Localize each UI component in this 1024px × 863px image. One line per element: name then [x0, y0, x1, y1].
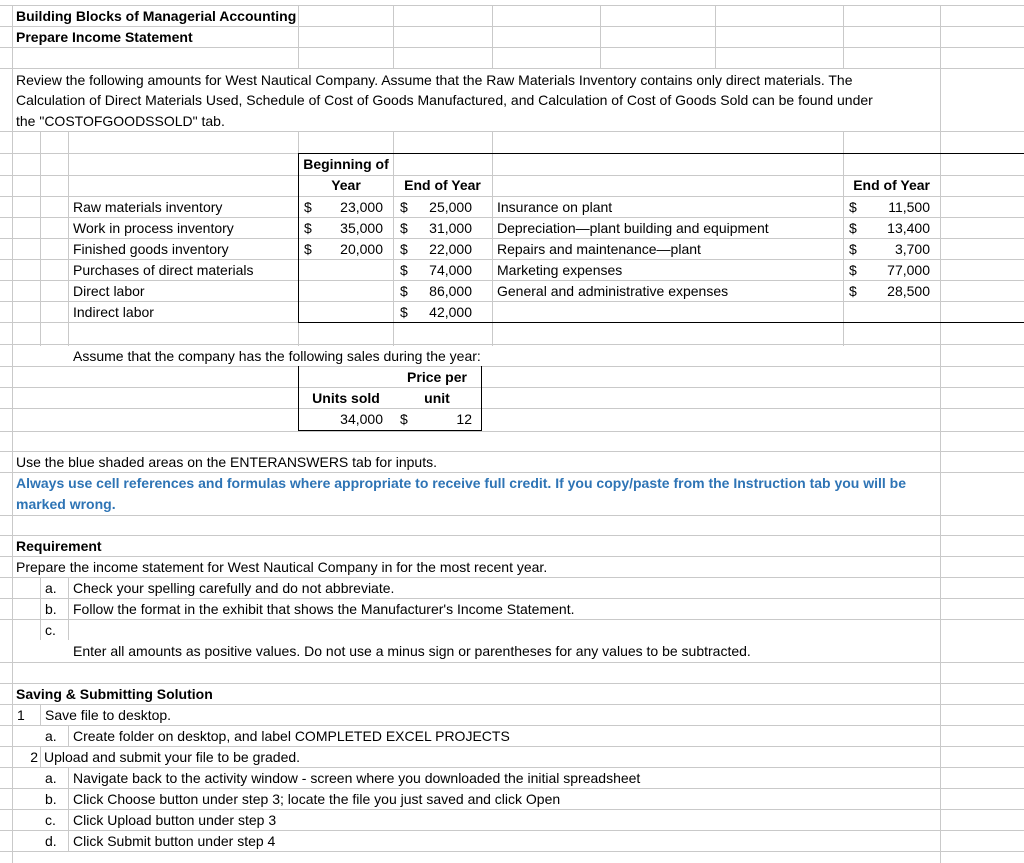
- currency-sign: $: [400, 411, 408, 427]
- end-value: 31,000: [429, 220, 472, 236]
- end-value: 3,700: [894, 241, 930, 257]
- row-label: Purchases of direct materials: [73, 262, 254, 278]
- end-value: 77,000: [887, 262, 930, 278]
- row-label: General and administrative expenses: [497, 283, 729, 299]
- begin-value: 35,000: [340, 220, 383, 236]
- row-label: Direct labor: [73, 283, 145, 299]
- item-letter: c.: [45, 622, 56, 638]
- currency-sign: $: [849, 199, 857, 215]
- currency-sign: $: [400, 220, 408, 236]
- substep-letter: d.: [45, 833, 57, 849]
- step-number: 1: [17, 707, 25, 723]
- currency-sign: $: [400, 199, 408, 215]
- row-label: Raw materials inventory: [73, 199, 223, 215]
- begin-value: 23,000: [340, 199, 383, 215]
- intro-line: Calculation of Direct Materials Used, Schedule of Cost of Goods Manufactured, and Calculation of Cost of Goods Sold can be found under: [16, 92, 873, 108]
- end-value: 28,500: [887, 283, 930, 299]
- row-label: Repairs and maintenance—plant: [497, 241, 701, 257]
- col-header-end: End of Year: [404, 177, 481, 193]
- substep-text: Click Submit button under step 4: [73, 833, 276, 849]
- sales-intro: Assume that the company has the following sales during the year:: [73, 348, 481, 364]
- row-label: Depreciation—plant building and equipment: [497, 220, 769, 236]
- end-value: 74,000: [429, 262, 472, 278]
- currency-sign: $: [400, 283, 408, 299]
- end-value: 22,000: [429, 241, 472, 257]
- item-text: Check your spelling carefully and do not abbreviate.: [73, 580, 395, 596]
- substep-letter: a.: [45, 728, 57, 744]
- end-value: 25,000: [429, 199, 472, 215]
- sheet-subtitle: Prepare Income Statement: [16, 29, 193, 45]
- currency-sign: $: [400, 262, 408, 278]
- step-text: Upload and submit your file to be graded.: [44, 749, 301, 765]
- end-value: 11,500: [888, 199, 930, 215]
- currency-sign: $: [400, 304, 408, 320]
- currency-sign: $: [849, 241, 857, 257]
- currency-sign: $: [849, 262, 857, 278]
- col-header-begin: Year: [331, 177, 361, 193]
- intro-line: the "COSTOFGOODSSOLD" tab.: [16, 113, 225, 129]
- item-letter: a.: [45, 580, 57, 596]
- row-label: Work in process inventory: [73, 220, 234, 236]
- substep-letter: c.: [45, 812, 56, 828]
- currency-sign: $: [849, 283, 857, 299]
- col-header-end-right: End of Year: [853, 177, 930, 193]
- sheet-title: Building Blocks of Managerial Accounting: [16, 8, 297, 24]
- currency-sign: $: [304, 199, 312, 215]
- col-header-price: Price per: [407, 369, 467, 385]
- row-label: Marketing expenses: [497, 262, 623, 278]
- substep-text: Click Upload button under step 3: [73, 812, 277, 828]
- note-blue-areas: Use the blue shaded areas on the ENTERANSWERS tab for inputs.: [16, 454, 437, 470]
- item-letter: b.: [45, 601, 57, 617]
- requirement-text: Prepare the income statement for West Nautical Company in for the most recent year.: [16, 559, 548, 575]
- end-value: 86,000: [429, 283, 472, 299]
- step-text: Save file to desktop.: [45, 707, 172, 723]
- requirement-heading: Requirement: [16, 538, 102, 554]
- item-text: Follow the format in the exhibit that shows the Manufacturer's Income Statement.: [73, 601, 575, 617]
- currency-sign: $: [304, 241, 312, 257]
- end-value: 13,400: [887, 220, 930, 236]
- row-label: Finished goods inventory: [73, 241, 229, 257]
- intro-line: Review the following amounts for West Nautical Company. Assume that the Raw Materials Inventory contains only direct materials. The: [16, 72, 853, 88]
- currency-sign: $: [304, 220, 312, 236]
- substep-text: Click Choose button under step 3; locate the file you just saved and click Open: [73, 791, 561, 807]
- step-number: 2: [30, 749, 38, 765]
- units-sold-value: 34,000: [340, 411, 383, 427]
- col-header-units: Units sold: [312, 390, 380, 406]
- warning-text: marked wrong.: [16, 496, 116, 512]
- begin-value: 20,000: [340, 241, 383, 257]
- currency-sign: $: [400, 241, 408, 257]
- substep-text: Create folder on desktop, and label COMPLETED EXCEL PROJECTS: [73, 728, 510, 744]
- warning-text: Always use cell references and formulas where appropriate to receive full credit. If you copy/paste from the Instruction tab you will be: [16, 475, 907, 491]
- col-header-price: unit: [424, 390, 450, 406]
- substep-letter: a.: [45, 770, 57, 786]
- substep-text: Navigate back to the activity window - screen where you downloaded the initial spreadsheet: [73, 770, 641, 786]
- saving-heading: Saving & Submitting Solution: [16, 686, 213, 702]
- requirement-c-text: Enter all amounts as positive values. Do not use a minus sign or parentheses for any values to be subtracted.: [73, 643, 751, 659]
- price-per-unit-value: 12: [456, 411, 472, 427]
- row-label: Indirect labor: [73, 304, 154, 320]
- col-header-begin: Beginning of: [303, 156, 389, 172]
- substep-letter: b.: [45, 791, 57, 807]
- currency-sign: $: [849, 220, 857, 236]
- end-value: 42,000: [429, 304, 472, 320]
- row-label: Insurance on plant: [497, 199, 613, 215]
